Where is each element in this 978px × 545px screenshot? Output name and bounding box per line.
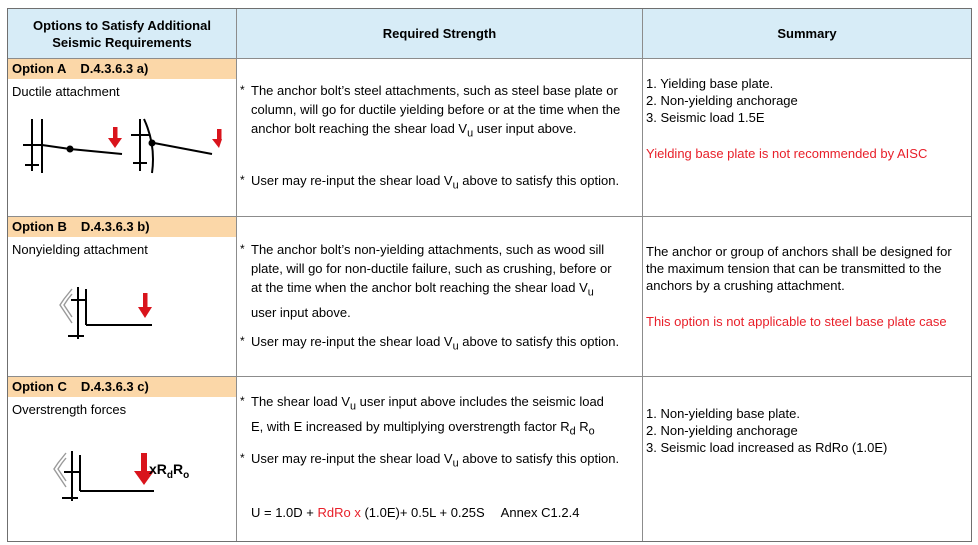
option-c-cell [8, 377, 237, 541]
option-c-title [8, 377, 236, 397]
option-a-code: D.4.3.6.3 a) [80, 61, 149, 76]
option-b-summary-cell [643, 217, 971, 376]
table-row-option-a [8, 59, 971, 217]
option-c-summary-list: 1. Non-yielding base plate. 2. Non-yielding anchorage 3. Seismic load increased as RdRo (1.0E) [646, 406, 888, 455]
option-a-label: Option A [12, 61, 67, 76]
table-row-option-b [8, 217, 971, 377]
option-c-code: D.4.3.6.3 c) [80, 379, 149, 394]
options-table [7, 8, 972, 542]
option-c-strength-cell: * The shear load $V_u$ user input above includes the seismic load E, with E increased by multiplying overstrength factor $R_d$ $R_o$ * User may re-input the shear load $V_u$ above to satisfy this option. U = 1.0D + RdRo x (1.0E)+ 0.5L + 0.25S Annex C1.2.4 [237, 377, 643, 541]
ductile-attachment-diagram [22, 117, 222, 187]
option-c-subtitle: Overstrength forces [12, 402, 127, 417]
option-b-summary-text: The anchor or group of anchors shall be designed for the maximum tension that can be transmitted to the anchors by a crushing attachment. [646, 244, 952, 293]
option-a-summary-note: Yielding base plate is not recommended by AISC [646, 146, 928, 161]
table-row-option-c [8, 377, 971, 541]
overstrength-forces-diagram [40, 447, 158, 503]
option-a-summary-cell [643, 59, 971, 216]
option-b-summary-note: This option is not applicable to steel base plate case [646, 314, 947, 329]
nonyielding-attachment-diagram [46, 285, 156, 341]
option-a-subtitle: Ductile attachment [12, 84, 120, 99]
option-b-cell [8, 217, 237, 376]
option-a-strength-cell: * The anchor bolt’s steel attachments, such as steel base plate or column, will go for ductile yielding before or at the time when the anchor bolt reaching the shear load $V_u$ user input above. * User may re-input the shear load $V_u$ above to satisfy this option. [237, 59, 643, 216]
option-a-title [8, 59, 236, 79]
header-options: Options to Satisfy Additional Seismic Requirements [8, 9, 237, 59]
option-b-title [8, 217, 236, 237]
option-b-strength-cell: * The anchor bolt’s non-yielding attachments, such as wood sill plate, will go for non-ductile failure, such as crushing, before or at the time when the anchor bolt reaching the shear load $V_u$ user input above. * User may re-input the shear load $V_u$ above to satisfy this option. [237, 217, 643, 376]
overstrength-label: $xR_dR_o$ [149, 461, 190, 481]
option-c-label: Option C [12, 379, 67, 394]
header-summary: Summary [643, 9, 971, 59]
option-a-summary-list: 1. Yielding base plate. 2. Non-yielding anchorage 3. Seismic load 1.5E [646, 76, 798, 125]
option-b-subtitle: Nonyielding attachment [12, 242, 148, 257]
option-c-summary-cell [643, 377, 971, 541]
option-b-code: D.4.3.6.3 b) [80, 219, 150, 234]
option-c-formula: U = 1.0D + RdRo x (1.0E)+ 0.5L + 0.25S Annex C1.2.4 [251, 505, 580, 520]
option-b-label: Option B [12, 219, 67, 234]
header-required-strength: Required Strength [237, 9, 643, 59]
option-a-cell [8, 59, 237, 216]
